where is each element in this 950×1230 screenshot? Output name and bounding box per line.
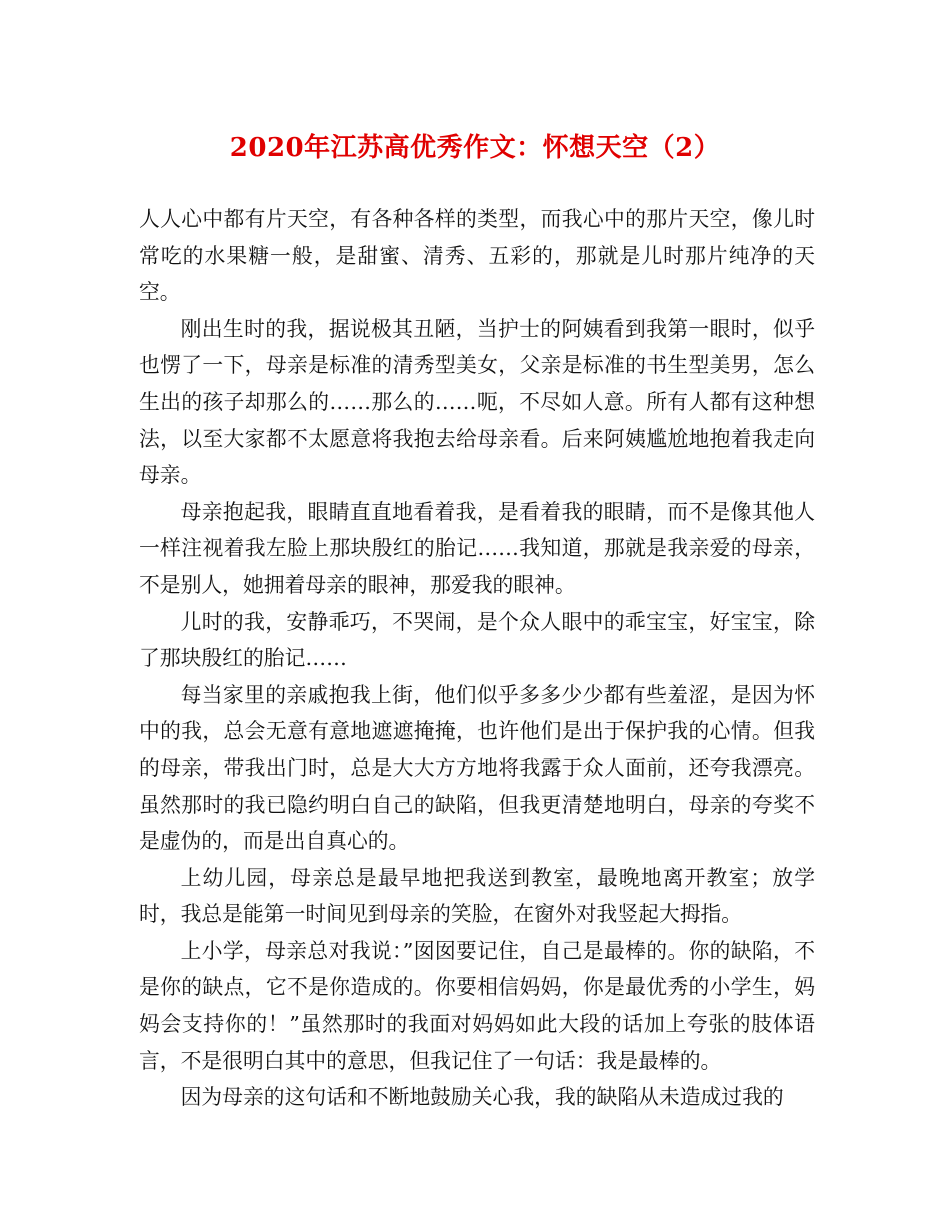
paragraph-4: 儿时的我，安静乖巧，不哭闹，是个众人眼中的乖宝宝，好宝宝，除了那块殷红的胎记…… [139, 609, 815, 671]
article-body [139, 201, 815, 1116]
paragraph-7: 上小学，母亲总对我说：”囡囡要记住，自己是最棒的。你的缺陷，不是你的缺点，它不是你造成的。你要相信妈妈，你是最优秀的小学生，妈妈会支持你的！”虽然那时的我面对妈妈如此大段的话加上夸张的肢体语言，不是很明白其中的意思，但我记住了一句话：我是最棒的。 [139, 938, 815, 1073]
paragraph-3: 母亲抱起我，眼睛直直地看着我，是看着我的眼睛，而不是像其他人一样注视着我左脸上那块殷红的胎记……我知道，那就是我亲爱的母亲，不是别人，她拥着母亲的眼神，那爱我的眼神。 [139, 499, 815, 597]
paragraph-6: 上幼儿园，母亲总是最早地把我送到教室，最晚地离开教室；放学时，我总是能第一时间见到母亲的笑脸，在窗外对我竖起大拇指。 [139, 865, 815, 927]
paragraph-5: 每当家里的亲戚抱我上街，他们似乎多多少少都有些羞涩，是因为怀中的我，总会无意有意地遮遮掩掩，也许他们是出于保护我的心情。但我的母亲，带我出门时，总是大大方方地将我露于众人面前，还夸我漂亮。虽然那时的我已隐约明白自己的缺陷，但我更清楚地明白，母亲的夸奖不是虚伪的，而是出自真心的。 [139, 682, 815, 854]
paragraph-2: 刚出生时的我，据说极其丑陋，当护士的阿姨看到我第一眼时，似乎也愣了一下，母亲是标准的清秀型美女，父亲是标准的书生型美男，怎么生出的孩子却那么的……那么的……呃，不尽如人意。所有人都有这种想法，以至大家都不太愿意将我抱去给母亲看。后来阿姨尴尬地抱着我走向母亲。 [139, 316, 815, 488]
document-title: 2020年江苏高优秀作文：怀想天空（2） [229, 133, 721, 163]
paragraph-8: 因为母亲的这句话和不断地鼓励关心我，我的缺陷从未造成过我的 [180, 1085, 784, 1110]
paragraph-1: 人人心中都有片天空，有各种各样的类型，而我心中的那片天空，像儿时常吃的水果糖一般，是甜蜜、清秀、五彩的，那就是儿时那片纯净的天空。 [139, 207, 815, 305]
